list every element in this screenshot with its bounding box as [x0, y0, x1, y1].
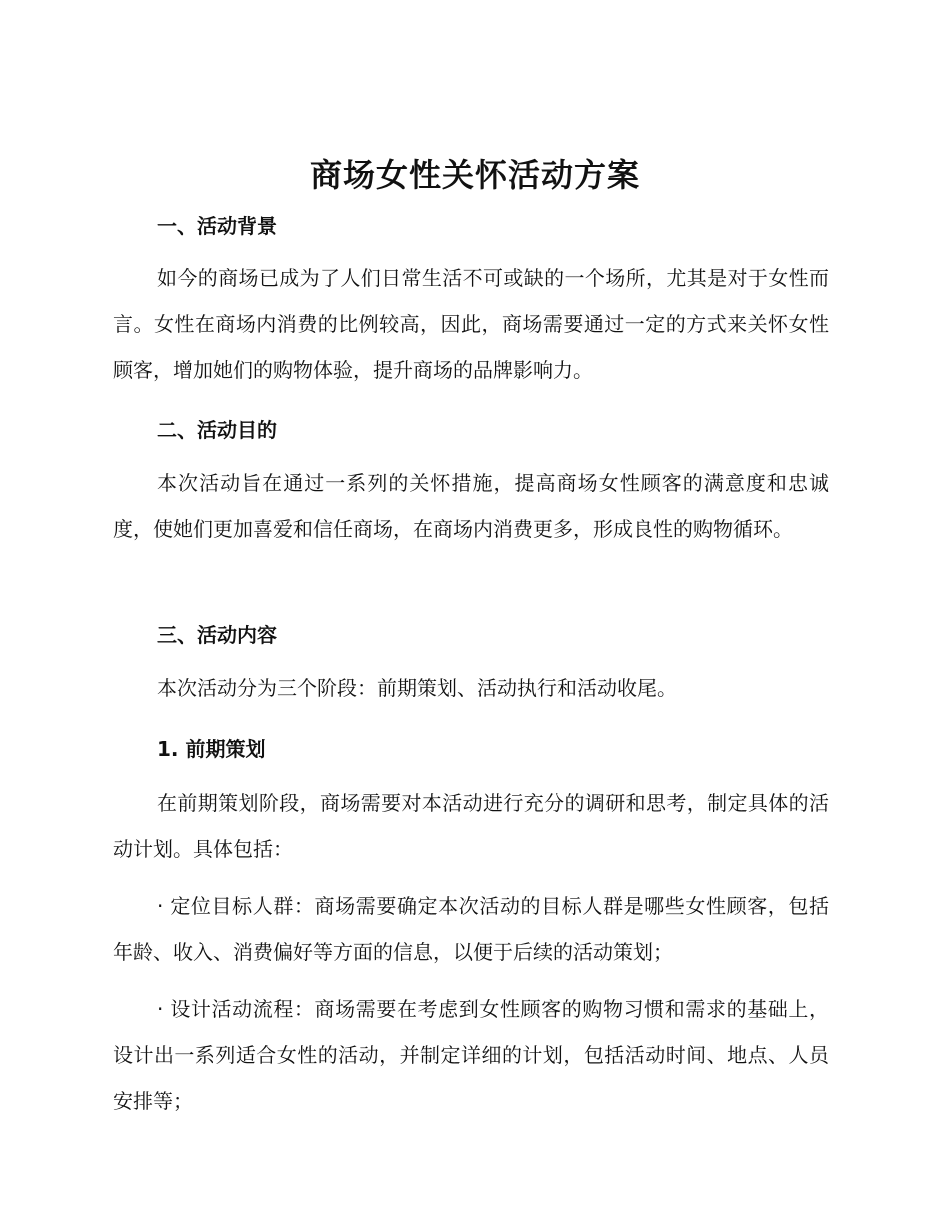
- paragraph-purpose: 本次活动旨在通过一系列的关怀措施，提高商场女性顾客的满意度和忠诚度，使她们更加喜爱和信任商场，在商场内消费更多，形成良性的购物循环。: [113, 471, 829, 541]
- section-heading-content: 三、活动内容: [157, 623, 277, 647]
- section-heading-purpose: 二、活动目的: [157, 418, 277, 442]
- document-title: 商场女性关怀活动方案: [309, 156, 640, 194]
- bullet-item-activity-flow: · 设计活动流程：商场需要在考虑到女性顾客的购物习惯和需求的基础上，设计出一系列适合女性的活动，并制定详细的计划，包括活动时间、地点、人员安排等；: [113, 997, 829, 1113]
- paragraph-content-intro: 本次活动分为三个阶段：前期策划、活动执行和活动收尾。: [157, 676, 677, 700]
- subheading-planning: 1. 前期策划: [157, 737, 266, 761]
- paragraph-planning: 在前期策划阶段，商场需要对本活动进行充分的调研和思考，制定具体的活动计划。具体包括：: [113, 791, 829, 861]
- bullet-item-target-audience: · 定位目标人群：商场需要确定本次活动的目标人群是哪些女性顾客，包括年龄、收入、消费偏好等方面的信息，以便于后续的活动策划；: [113, 894, 829, 964]
- section-heading-background: 一、活动背景: [157, 214, 277, 238]
- paragraph-background: 如今的商场已成为了人们日常生活不可或缺的一个场所，尤其是对于女性而言。女性在商场内消费的比例较高，因此，商场需要通过一定的方式来关怀女性顾客，增加她们的购物体验，提升商场的品牌影响力。: [113, 266, 829, 382]
